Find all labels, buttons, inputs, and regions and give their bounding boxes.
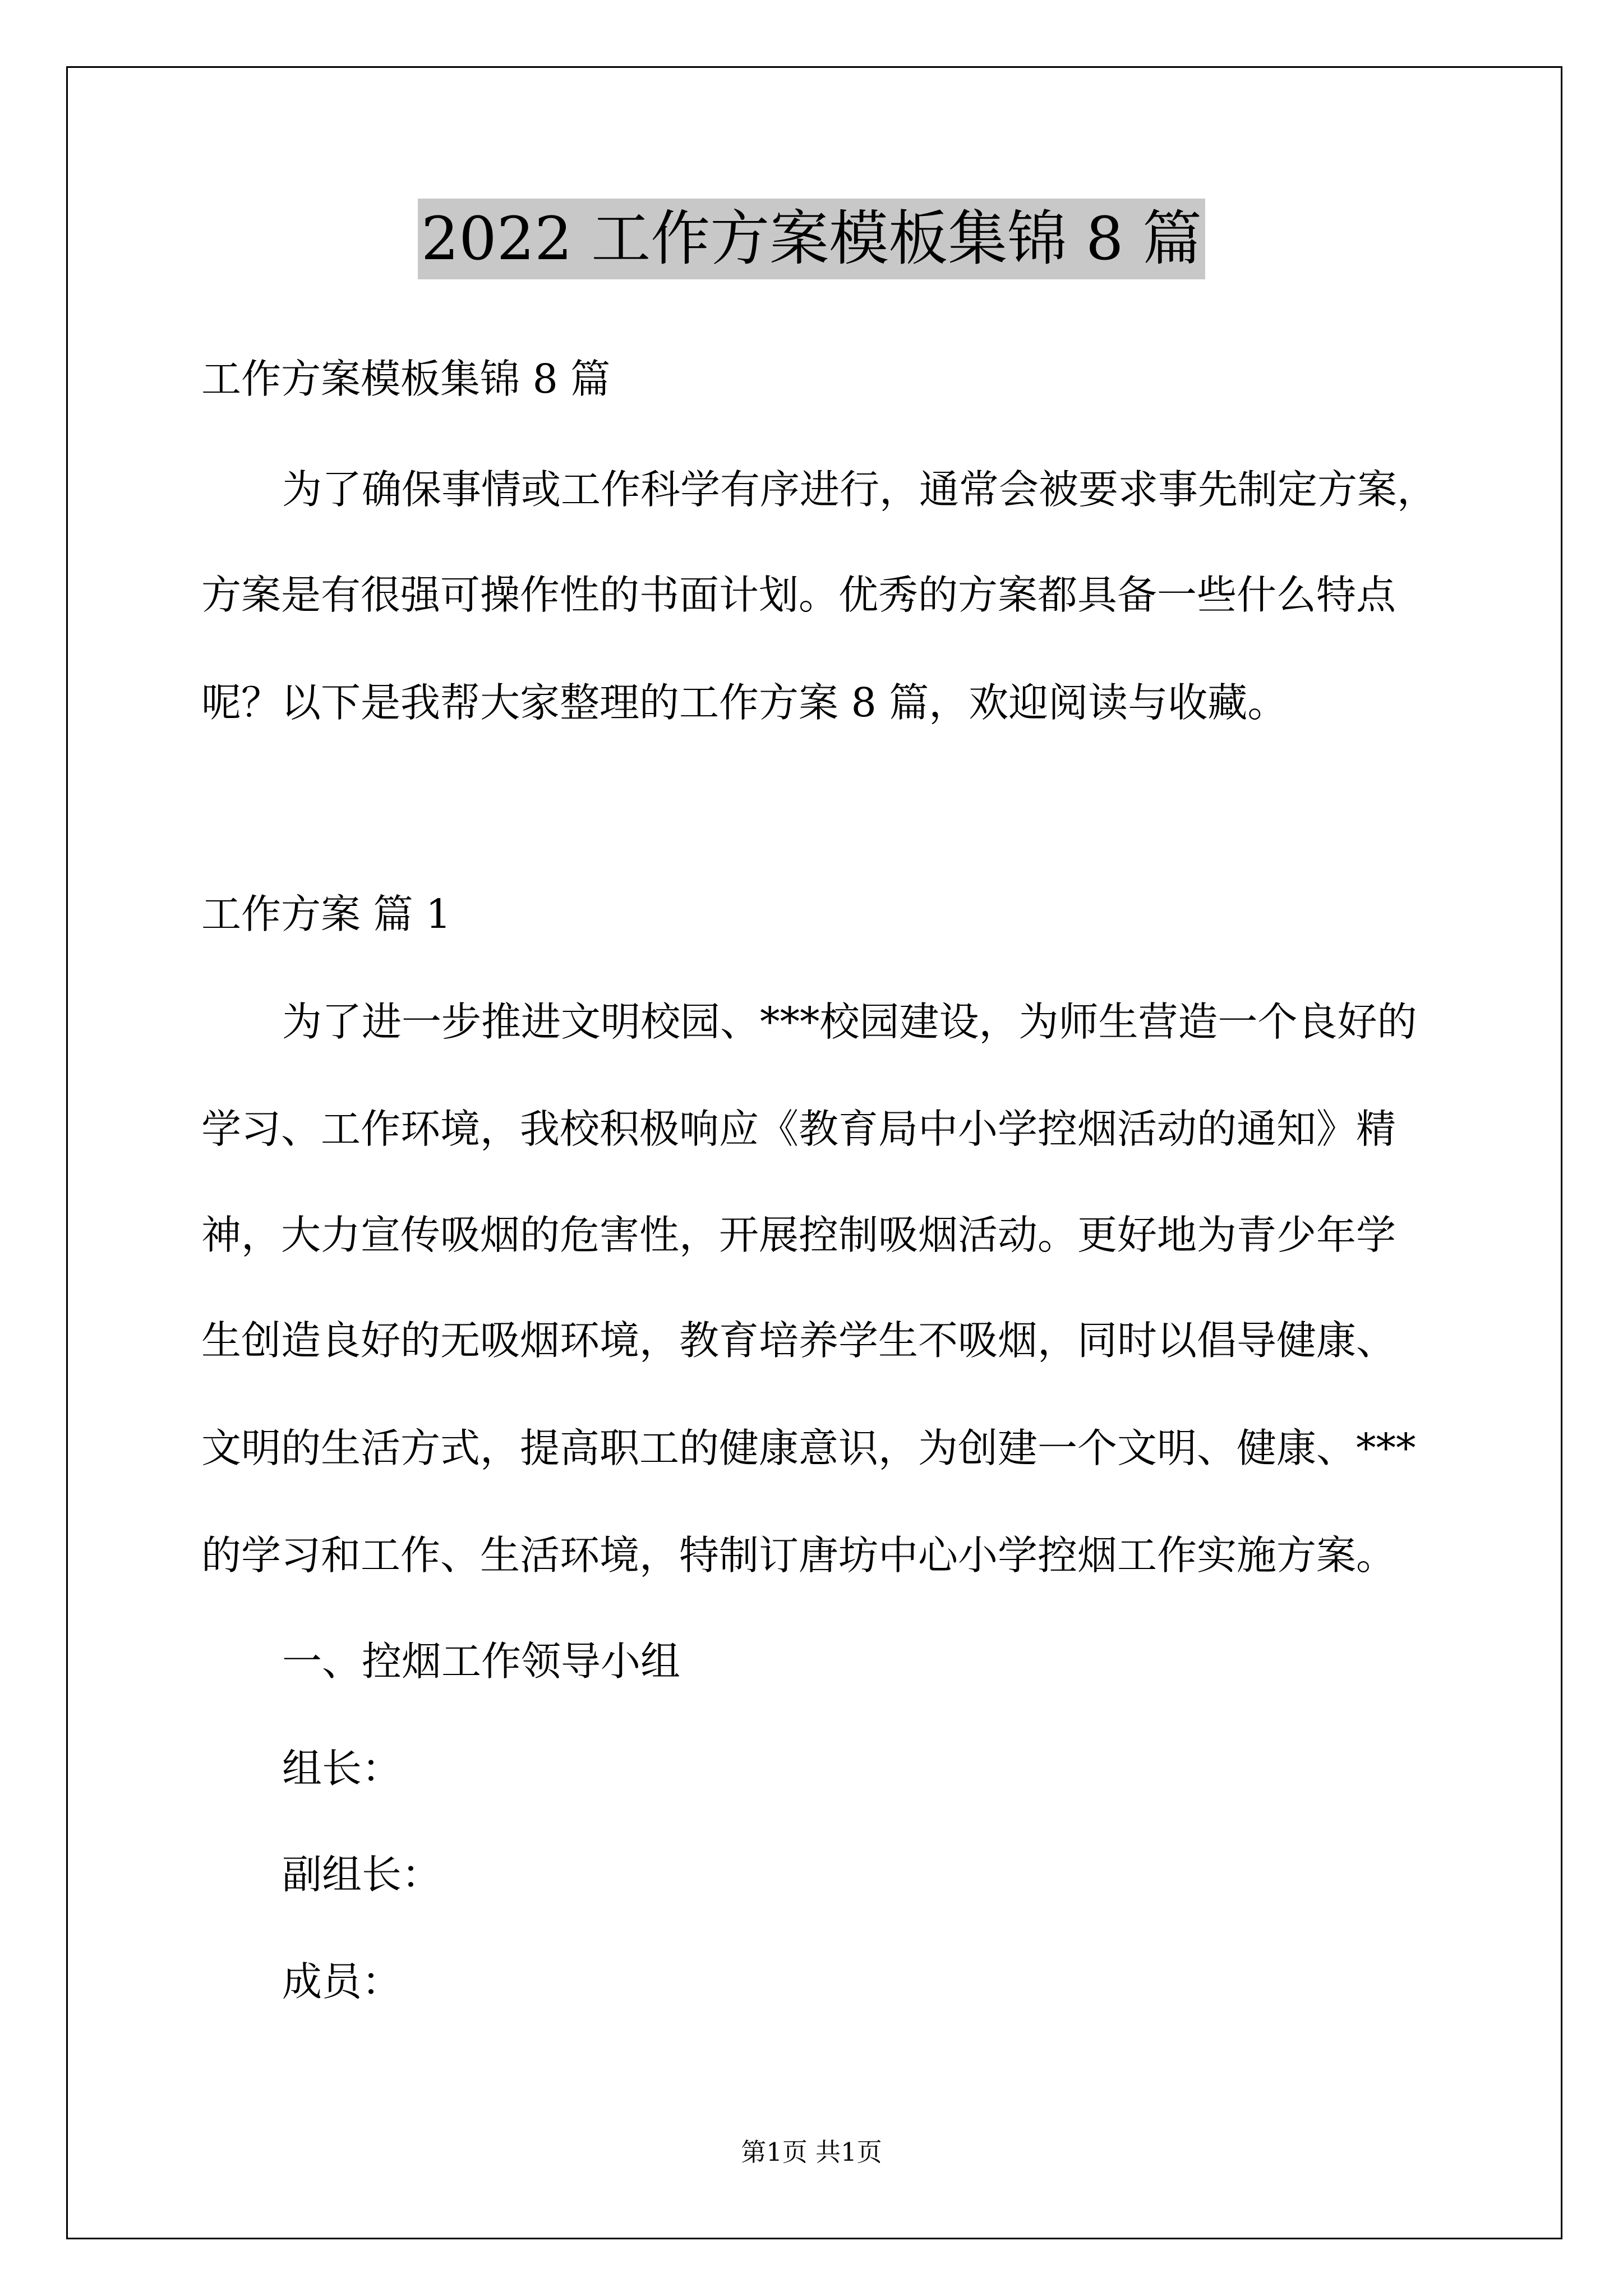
paragraph-line: 文明的生活方式，提高职工的健康意识，为创建一个文明、健康、*** — [201, 1425, 1416, 1471]
intro-line: 方案是有很强可操作性的书面计划。优秀的方案都具备一些什么特点 — [201, 572, 1396, 618]
title-container — [0, 199, 1623, 279]
list-item-group-leader: 组长： — [282, 1745, 402, 1792]
list-item-leadership-group: 一、控烟工作领导小组 — [282, 1638, 681, 1685]
paragraph-line: 神，大力宣传吸烟的危害性，开展控制吸烟活动。更好地为青少年学 — [201, 1212, 1396, 1258]
document-title: 2022 工作方案模板集锦 8 篇 — [418, 199, 1205, 279]
paragraph-line: 学习、工作环境，我校积极响应《教育局中小学控烟活动的通知》精 — [201, 1106, 1396, 1152]
list-item-members: 成员： — [282, 1958, 402, 2005]
intro-line: 呢？以下是我帮大家整理的工作方案 8 篇，欢迎阅读与收藏。 — [201, 679, 1288, 726]
document-subtitle: 工作方案模板集锦 8 篇 — [201, 356, 611, 402]
paragraph-line: 为了进一步推进文明校园、***校园建设，为师生营造一个良好的 — [282, 999, 1417, 1045]
section-heading: 工作方案 篇 1 — [201, 891, 451, 937]
paragraph-line: 生创造良好的无吸烟环境，教育培养学生不吸烟，同时以倡导健康、 — [201, 1317, 1396, 1364]
paragraph-line: 的学习和工作、生活环境，特制订唐坊中心小学控烟工作实施方案。 — [201, 1532, 1396, 1579]
intro-line: 为了确保事情或工作科学有序进行，通常会被要求事先制定方案， — [282, 466, 1437, 513]
page-footer: 第1页 共1页 — [741, 2137, 882, 2167]
list-item-deputy-leader: 副组长： — [282, 1851, 442, 1898]
